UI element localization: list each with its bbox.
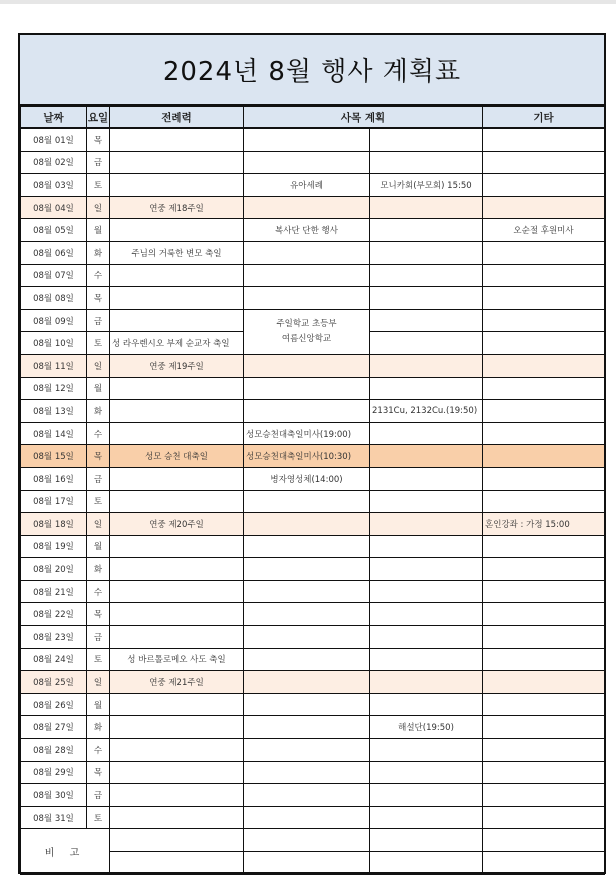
date-cell: 08월 31일 (21, 806, 87, 829)
table-row (21, 626, 605, 649)
etc-cell (483, 603, 605, 626)
date-cell: 08월 07일 (21, 264, 87, 287)
office-plan-detail-cell (370, 490, 483, 513)
remarks-cell (370, 852, 483, 875)
office-plan-cell (244, 626, 370, 649)
liturgy-cell: 성 바르톨로메오 사도 축일 (110, 648, 244, 671)
office-plan-detail-cell (370, 377, 483, 400)
office-plan-cell: 복사단 단한 행사 (244, 219, 370, 242)
summer-school-line-2: 여름신앙학교 (281, 333, 332, 344)
date-cell: 08월 15일 (21, 445, 87, 468)
liturgy-cell (110, 309, 244, 332)
weekday-cell: 토 (87, 490, 110, 513)
header-office-plan: 사목 계획 (244, 107, 483, 129)
office-plan-cell (244, 761, 370, 784)
liturgy-cell: 연중 제20주일 (110, 513, 244, 536)
weekday-cell: 월 (87, 535, 110, 558)
date-cell: 08월 13일 (21, 400, 87, 423)
office-plan-cell (244, 535, 370, 558)
office-plan-cell (244, 693, 370, 716)
office-plan-cell: 병자영성체(14:00) (244, 467, 370, 490)
table-row (21, 671, 605, 694)
date-cell: 08월 24일 (21, 648, 87, 671)
etc-cell (483, 580, 605, 603)
weekday-cell: 수 (87, 264, 110, 287)
header-date: 날짜 (21, 107, 87, 129)
weekday-cell: 금 (87, 467, 110, 490)
office-plan-detail-cell (370, 671, 483, 694)
window-top-strip (0, 0, 616, 4)
date-cell: 08월 17일 (21, 490, 87, 513)
office-plan-cell (244, 558, 370, 581)
etc-cell (483, 287, 605, 310)
table-row (21, 784, 605, 807)
weekday-cell: 월 (87, 693, 110, 716)
date-cell: 08월 01일 (21, 128, 87, 151)
weekday-cell: 목 (87, 445, 110, 468)
office-plan-cell (244, 264, 370, 287)
remarks-cell (244, 829, 370, 852)
date-cell: 08월 06일 (21, 241, 87, 264)
liturgy-cell: 주님의 거룩한 변모 축일 (110, 241, 244, 264)
table-row (21, 648, 605, 671)
office-plan-detail-cell (370, 739, 483, 762)
office-plan-detail-cell (370, 151, 483, 174)
date-cell: 08월 05일 (21, 219, 87, 242)
table-row (21, 174, 605, 197)
table-row (21, 558, 605, 581)
office-plan-detail-cell (370, 761, 483, 784)
etc-cell (483, 309, 605, 332)
weekday-cell: 토 (87, 806, 110, 829)
weekday-cell: 수 (87, 580, 110, 603)
weekday-cell: 화 (87, 558, 110, 581)
remarks-cell (483, 852, 605, 875)
weekday-cell: 일 (87, 671, 110, 694)
etc-cell (483, 784, 605, 807)
weekday-cell: 목 (87, 603, 110, 626)
etc-cell (483, 445, 605, 468)
etc-cell (483, 422, 605, 445)
office-plan-cell (244, 806, 370, 829)
liturgy-cell (110, 716, 244, 739)
office-plan-detail-cell (370, 354, 483, 377)
office-plan-cell: 성모승천대축일미사(19:00) (244, 422, 370, 445)
table-row (21, 287, 605, 310)
weekday-cell: 화 (87, 241, 110, 264)
table-header-row (21, 107, 605, 129)
etc-cell (483, 377, 605, 400)
liturgy-cell: 연중 제19주일 (110, 354, 244, 377)
remarks-cell (110, 829, 244, 852)
liturgy-cell (110, 806, 244, 829)
table-row (21, 354, 605, 377)
office-plan-detail-cell (370, 241, 483, 264)
table-row (21, 422, 605, 445)
etc-cell (483, 739, 605, 762)
table-row (21, 693, 605, 716)
date-cell: 08월 30일 (21, 784, 87, 807)
etc-cell (483, 671, 605, 694)
weekday-cell: 일 (87, 513, 110, 536)
date-cell: 08월 11일 (21, 354, 87, 377)
liturgy-cell (110, 128, 244, 151)
etc-cell (483, 806, 605, 829)
office-plan-detail-cell (370, 603, 483, 626)
weekday-cell: 토 (87, 332, 110, 355)
date-cell: 08월 20일 (21, 558, 87, 581)
date-cell: 08월 03일 (21, 174, 87, 197)
office-plan-detail-cell (370, 264, 483, 287)
remarks-row (21, 829, 605, 852)
office-plan-detail-cell: 2131Cu, 2132Cu.(19:50) (370, 400, 483, 423)
weekday-cell: 금 (87, 626, 110, 649)
summer-school-plan-cell (244, 309, 370, 354)
liturgy-cell (110, 422, 244, 445)
table-row (21, 400, 605, 423)
etc-cell: 오순절 후원미사 (483, 219, 605, 242)
office-plan-cell (244, 648, 370, 671)
etc-cell (483, 558, 605, 581)
office-plan-cell (244, 354, 370, 377)
etc-cell (483, 264, 605, 287)
liturgy-cell (110, 535, 244, 558)
liturgy-cell (110, 287, 244, 310)
table-row (21, 467, 605, 490)
office-plan-detail-cell (370, 467, 483, 490)
date-cell: 08월 19일 (21, 535, 87, 558)
office-plan-cell (244, 513, 370, 536)
etc-cell: 혼인강좌 : 가정 15:00 (483, 513, 605, 536)
table-row (21, 513, 605, 536)
remarks-cell (483, 829, 605, 852)
summer-school-line-1: 주일학교 초등부 (276, 318, 337, 329)
office-plan-detail-cell (370, 648, 483, 671)
office-plan-cell (244, 196, 370, 219)
etc-cell (483, 241, 605, 264)
liturgy-cell (110, 603, 244, 626)
event-plan-sheet (18, 33, 606, 874)
etc-cell (483, 400, 605, 423)
date-cell: 08월 25일 (21, 671, 87, 694)
date-cell: 08월 04일 (21, 196, 87, 219)
date-cell: 08월 23일 (21, 626, 87, 649)
date-cell: 08월 27일 (21, 716, 87, 739)
date-cell: 08월 14일 (21, 422, 87, 445)
office-plan-cell: 유아세례 (244, 174, 370, 197)
office-plan-cell (244, 580, 370, 603)
office-plan-detail-cell (370, 309, 483, 332)
table-row (21, 806, 605, 829)
weekday-cell: 목 (87, 287, 110, 310)
table-row (21, 219, 605, 242)
office-plan-cell (244, 784, 370, 807)
weekday-cell: 목 (87, 761, 110, 784)
weekday-cell: 수 (87, 739, 110, 762)
weekday-cell: 일 (87, 354, 110, 377)
weekday-cell: 토 (87, 648, 110, 671)
office-plan-cell (244, 671, 370, 694)
office-plan-detail-cell (370, 422, 483, 445)
liturgy-cell (110, 784, 244, 807)
table-row (21, 151, 605, 174)
etc-cell (483, 648, 605, 671)
liturgy-cell (110, 626, 244, 649)
weekday-cell: 금 (87, 784, 110, 807)
liturgy-cell: 연중 제21주일 (110, 671, 244, 694)
office-plan-detail-cell (370, 332, 483, 355)
etc-cell (483, 151, 605, 174)
liturgy-cell (110, 558, 244, 581)
office-plan-detail-cell: 해설단(19:50) (370, 716, 483, 739)
etc-cell (483, 332, 605, 355)
office-plan-detail-cell (370, 693, 483, 716)
weekday-cell: 금 (87, 309, 110, 332)
table-row (21, 309, 605, 332)
remarks-cell (110, 852, 244, 875)
office-plan-cell (244, 377, 370, 400)
date-cell: 08월 22일 (21, 603, 87, 626)
weekday-cell: 목 (87, 128, 110, 151)
event-plan-table (20, 106, 605, 875)
office-plan-detail-cell (370, 784, 483, 807)
table-row (21, 490, 605, 513)
weekday-cell: 토 (87, 174, 110, 197)
office-plan-cell (244, 400, 370, 423)
office-plan-detail-cell (370, 128, 483, 151)
weekday-cell: 금 (87, 151, 110, 174)
etc-cell (483, 467, 605, 490)
table-row (21, 739, 605, 762)
date-cell: 08월 09일 (21, 309, 87, 332)
header-weekday: 요일 (87, 107, 110, 129)
table-row (21, 716, 605, 739)
table-row (21, 377, 605, 400)
liturgy-cell (110, 264, 244, 287)
date-cell: 08월 16일 (21, 467, 87, 490)
sheet-title: 2024년 8월 행사 계획표 (20, 35, 604, 106)
etc-cell (483, 761, 605, 784)
table-row (21, 241, 605, 264)
office-plan-detail-cell (370, 219, 483, 242)
table-row (21, 264, 605, 287)
office-plan-detail-cell (370, 558, 483, 581)
date-cell: 08월 26일 (21, 693, 87, 716)
liturgy-cell (110, 490, 244, 513)
office-plan-detail-cell (370, 580, 483, 603)
weekday-cell: 화 (87, 716, 110, 739)
liturgy-cell: 연중 제18주일 (110, 196, 244, 219)
office-plan-detail-cell (370, 287, 483, 310)
etc-cell (483, 128, 605, 151)
office-plan-cell (244, 128, 370, 151)
office-plan-detail-cell (370, 806, 483, 829)
office-plan-cell (244, 603, 370, 626)
date-cell: 08월 21일 (21, 580, 87, 603)
liturgy-cell (110, 151, 244, 174)
header-etc: 기타 (483, 107, 605, 129)
etc-cell (483, 174, 605, 197)
liturgy-cell (110, 761, 244, 784)
liturgy-cell (110, 174, 244, 197)
etc-cell (483, 354, 605, 377)
date-cell: 08월 02일 (21, 151, 87, 174)
office-plan-detail-cell (370, 513, 483, 536)
weekday-cell: 일 (87, 196, 110, 219)
office-plan-cell (244, 151, 370, 174)
liturgy-cell: 성 라우렌시오 부제 순교자 축일 (110, 332, 244, 355)
weekday-cell: 월 (87, 219, 110, 242)
office-plan-detail-cell (370, 445, 483, 468)
date-cell: 08월 28일 (21, 739, 87, 762)
office-plan-cell (244, 241, 370, 264)
date-cell: 08월 08일 (21, 287, 87, 310)
weekday-cell: 월 (87, 377, 110, 400)
table-row (21, 603, 605, 626)
weekday-cell: 수 (87, 422, 110, 445)
table-body (21, 128, 605, 874)
liturgy-cell (110, 693, 244, 716)
table-row (21, 445, 605, 468)
table-row (21, 196, 605, 219)
etc-cell (483, 535, 605, 558)
date-cell: 08월 10일 (21, 332, 87, 355)
etc-cell (483, 626, 605, 649)
office-plan-detail-cell (370, 196, 483, 219)
office-plan-detail-cell (370, 535, 483, 558)
office-plan-cell: 성모승천대축일미사(10:30) (244, 445, 370, 468)
office-plan-cell (244, 716, 370, 739)
liturgy-cell (110, 467, 244, 490)
remarks-cell (370, 829, 483, 852)
table-row (21, 761, 605, 784)
etc-cell (483, 490, 605, 513)
liturgy-cell (110, 400, 244, 423)
date-cell: 08월 12일 (21, 377, 87, 400)
liturgy-cell (110, 739, 244, 762)
date-cell: 08월 18일 (21, 513, 87, 536)
table-row (21, 128, 605, 151)
etc-cell (483, 693, 605, 716)
etc-cell (483, 196, 605, 219)
etc-cell (483, 716, 605, 739)
liturgy-cell: 성모 승천 대축일 (110, 445, 244, 468)
liturgy-cell (110, 377, 244, 400)
header-liturgy: 전례력 (110, 107, 244, 129)
table-row (21, 535, 605, 558)
liturgy-cell (110, 580, 244, 603)
office-plan-cell (244, 490, 370, 513)
remarks-label: 비 고 (21, 829, 110, 874)
remarks-cell (244, 852, 370, 875)
office-plan-detail-cell (370, 626, 483, 649)
table-row (21, 580, 605, 603)
weekday-cell: 화 (87, 400, 110, 423)
date-cell: 08월 29일 (21, 761, 87, 784)
office-plan-detail-cell: 모니카회(부모회) 15:50 (370, 174, 483, 197)
liturgy-cell (110, 219, 244, 242)
office-plan-cell (244, 739, 370, 762)
office-plan-cell (244, 287, 370, 310)
